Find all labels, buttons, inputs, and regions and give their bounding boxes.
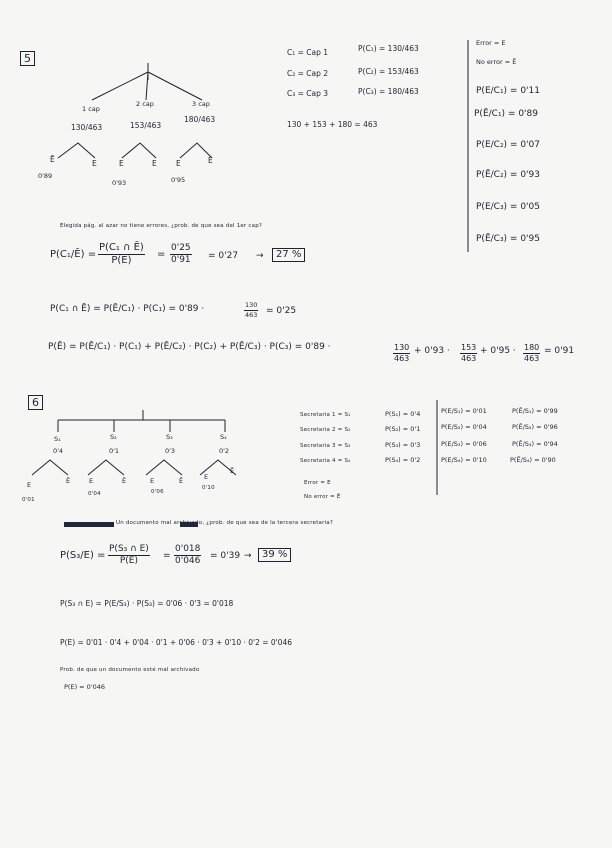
tree5-leaf-6: E — [208, 156, 213, 165]
tree6-leaf-6: Ē — [179, 477, 184, 485]
tree6-value-2: 0'1 — [109, 447, 120, 455]
p5-total-lhs: P(Ē) = P(Ē/C₁) · P(C₁) + P(Ē/C₂) · P(C₂) + P(Ē/C₃) · P(C₃) = 0'89 · — [48, 342, 331, 352]
p6-bayes-result: = 0'39 — [210, 551, 241, 561]
tree5-leaf-5: E — [176, 159, 181, 168]
p5-intersect-result: = 0'25 — [266, 306, 297, 316]
p6-def-p-3: P(S₃) = 0'3 — [385, 441, 421, 449]
tree5-label-3: 3 cap — [192, 100, 210, 108]
p5-noerror-def: No error = Ē — [476, 58, 517, 66]
tree6-leaf-8: Ē — [230, 467, 235, 475]
p6-def-p-1: P(S₁) = 0'4 — [385, 410, 421, 418]
tree6-leaf-value-3: 0'06 — [151, 489, 164, 495]
tree5-branch-3 — [148, 72, 202, 100]
tree5-leaf-3: E — [119, 159, 124, 168]
p6-question: Un documento mal archivado, ¿prob. de que sea de la tercera secretaria? — [116, 520, 333, 526]
p6-def-ne-3: P(Ē/S₃) = 0'94 — [512, 440, 558, 448]
p5-total-frac-1 — [393, 344, 410, 363]
tree5-leaf-value-2: 0'93 — [112, 179, 127, 187]
tree5-leaf-value-1: 0'89 — [38, 172, 53, 180]
p5-sum: 130 + 153 + 180 = 463 — [287, 120, 378, 129]
p5-total-mid-2: + 0'95 · — [480, 346, 516, 356]
p6-bayes-frac1-den: P(E) — [119, 556, 138, 566]
p5-total-frac-3 — [523, 344, 540, 363]
p6-def-label-4: Secretaria 4 = S₄ — [300, 458, 351, 464]
tree6-label-3: S₃ — [166, 433, 173, 441]
p5-def-right-1: P(C₁) = 130/463 — [358, 44, 419, 53]
tree5-leaf-value-3: 0'95 — [171, 176, 186, 184]
tree6-sub-3 — [146, 460, 182, 475]
tree5-branch-1 — [92, 72, 148, 100]
p6-def-label-3: Secretaria 3 = S₃ — [300, 443, 351, 449]
p5-intersect-lhs: P(C₁ ∩ Ē) = P(Ē/C₁) · P(C₁) = 0'89 · — [50, 304, 205, 314]
p6-bayes-frac2-num: 0'018 — [175, 544, 201, 554]
p5-bayes-lhs: P(C₁/Ē) = — [50, 249, 97, 260]
p6-def-p-2: P(S₂) = 0'1 — [385, 425, 421, 433]
p6-q2-answer: P(E) = 0'046 — [64, 683, 106, 691]
p6-def-e-1: P(E/S₁) = 0'01 — [441, 407, 487, 415]
p5-def-left-2: C₂ = Cap 2 — [287, 69, 329, 78]
tree6-value-4: 0'2 — [219, 447, 230, 455]
tree6-value-1: 0'4 — [53, 447, 64, 455]
tree5-leaf-1: Ē — [50, 155, 55, 164]
p5-intersect-frac-den: 463 — [245, 310, 258, 319]
tree6-leaf-3: E — [89, 477, 94, 485]
p6-bayes-frac2 — [174, 545, 201, 566]
p6-total: P(E) = 0'01 · 0'4 + 0'04 · 0'1 + 0'06 · 0'3 + 0'10 · 0'2 = 0'046 — [60, 638, 293, 647]
tree5-value-2: 153/463 — [130, 121, 162, 130]
tree5-leaf-2: E — [92, 159, 97, 168]
p5-bayes-frac2-den: 0'91 — [171, 255, 191, 265]
p5-bayes-boxed: 27 % — [272, 248, 305, 262]
p6-def-ne-4: P(Ē/S₄) = 0'90 — [510, 456, 556, 464]
p5-bayes-result: = 0'27 — [208, 251, 239, 261]
p6-error-def: Error = E — [304, 480, 331, 486]
redaction-mark-1 — [64, 522, 114, 527]
p5-total-frac-2-num: 153 — [461, 343, 477, 352]
tree6-leaf-value-4: 0'10 — [202, 485, 215, 491]
tree6-leaf-4: Ē — [122, 477, 127, 485]
p5-total-frac-2-den: 463 — [461, 354, 477, 363]
p6-def-e-3: P(E/S₃) = 0'06 — [441, 440, 487, 448]
p5-total-frac-3-den: 463 — [524, 354, 540, 363]
tree6-leaf-value-1: 0'01 — [22, 497, 35, 503]
p6-def-p-4: P(S₄) = 0'2 — [385, 456, 421, 464]
p6-q2: Prob. de que un documento esté mal archivado — [60, 667, 200, 673]
p5-cond-3: P(E/C₂) = 0'07 — [476, 140, 540, 150]
p6-intersect: P(S₃ ∩ E) = P(E/S₃) · P(S₃) = 0'06 · 0'3 = 0'018 — [60, 599, 234, 608]
p6-def-ne-1: P(Ē/S₁) = 0'99 — [512, 407, 558, 415]
p5-def-left-3: C₃ = Cap 3 — [287, 89, 329, 98]
p5-cond-1: P(E/C₁) = 0'11 — [476, 86, 540, 96]
p6-def-label-2: Secretaria 2 = S₂ — [300, 427, 351, 433]
tree5-sub-1 — [58, 143, 95, 158]
p6-noerror-def: No error = Ē — [304, 494, 341, 500]
p5-bayes-arrow: → — [256, 251, 264, 261]
p5-cond-4: P(Ē/C₂) = 0'93 — [476, 170, 540, 180]
problem-number-5: 5 — [20, 51, 35, 66]
tree5-label-2: 2 cap — [136, 100, 154, 108]
p5-cond-2: P(Ē/C₁) = 0'89 — [474, 109, 538, 119]
p5-total-frac-1-den: 463 — [394, 354, 410, 363]
p5-bayes-frac2-num: 0'25 — [171, 243, 191, 253]
p5-total-frac-2 — [460, 344, 477, 363]
p5-total-frac-1-num: 130 — [394, 343, 410, 352]
tree6-leaf-7: E — [204, 473, 209, 481]
tree6-label-1: S₁ — [54, 435, 61, 443]
p6-def-ne-2: P(Ē/S₂) = 0'96 — [512, 423, 558, 431]
tree5-branch-2 — [146, 72, 148, 100]
p6-bayes-boxed: 39 % — [258, 548, 291, 562]
p5-error-def: Error = E — [476, 39, 506, 47]
tree6-value-3: 0'3 — [165, 447, 176, 455]
p5-bayes-frac1 — [98, 243, 145, 266]
tree6-sub-2 — [88, 460, 124, 475]
p5-cond-6: P(Ē/C₃) = 0'95 — [476, 234, 540, 244]
p5-def-left-1: C₁ = Cap 1 — [287, 48, 329, 57]
p5-intersect-frac — [244, 302, 258, 318]
tree6-leaf-2: Ē — [66, 477, 71, 485]
p5-intersect-frac-num: 130 — [245, 301, 258, 309]
p6-bayes-frac1 — [108, 545, 150, 566]
p6-bayes-frac1-num: P(S₃ ∩ E) — [109, 544, 149, 554]
p5-cond-5: P(E/C₃) = 0'05 — [476, 202, 540, 212]
p5-def-right-3: P(C₃) = 180/463 — [358, 87, 419, 96]
tree5-value-3: 180/463 — [184, 115, 216, 124]
p5-bayes-frac2 — [170, 244, 192, 265]
p5-total-mid-1: + 0'93 · — [414, 346, 450, 356]
problem-number-6: 6 — [28, 395, 43, 410]
tree5-label-1: 1 cap — [82, 105, 100, 113]
p6-bayes-frac2-den: 0'046 — [175, 556, 201, 566]
tree6-label-2: S₂ — [110, 433, 117, 441]
p6-bayes-arrow: → — [244, 551, 252, 561]
tree6-leaf-1: E — [27, 481, 32, 489]
p5-bayes-frac1-num: P(C₁ ∩ Ē) — [99, 242, 144, 253]
p6-def-label-1: Secretaria 1 = S₁ — [300, 412, 351, 418]
p6-bayes-eq: = — [163, 551, 171, 561]
p5-bayes-frac1-den: P(Ē) — [111, 255, 132, 266]
tree6-sub-1 — [32, 460, 68, 475]
tree5-leaf-4: E — [152, 159, 157, 168]
p5-def-right-2: P(C₂) = 153/463 — [358, 67, 419, 76]
p5-total-frac-3-num: 180 — [524, 343, 540, 352]
p5-total-result: = 0'91 — [544, 346, 575, 356]
p6-def-e-4: P(E/S₄) = 0'10 — [441, 456, 487, 464]
tree6-leaf-value-2: 0'04 — [88, 491, 101, 497]
p5-bayes-eq: = — [157, 249, 166, 260]
tree6-label-4: S₄ — [220, 433, 227, 441]
p6-def-e-2: P(E/S₂) = 0'04 — [441, 423, 487, 431]
tree5-value-1: 130/463 — [71, 123, 103, 132]
tree6-leaf-5: E — [150, 477, 155, 485]
p5-question: Elegida pág. al azar no tiene errores, ¿prob. de que sea del 1er cap? — [60, 223, 263, 229]
p6-bayes-lhs: P(S₃/E) = — [60, 550, 106, 561]
tree5-sub-2 — [122, 143, 156, 158]
